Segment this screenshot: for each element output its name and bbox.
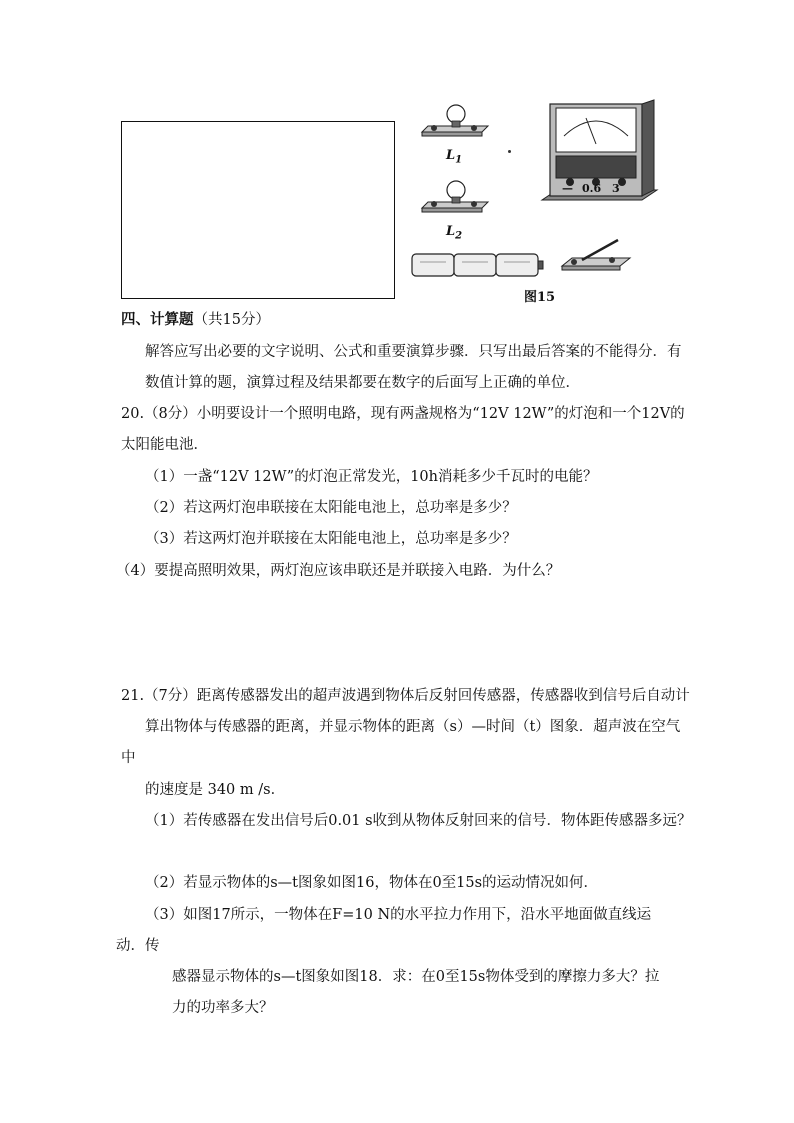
q21-stem-line-4: 的速度是 340 m /s．: [145, 782, 286, 798]
section-4-instruction-2: 数值计算的题，演算过程及结果都要在数字的后面写上正确的单位．: [145, 375, 580, 391]
q20-sub-2: （2）若这两灯泡串联接在太阳能电池上，总功率是多少？: [145, 500, 517, 516]
q21-stem-line-1: 21.（7分）距离传感器发出的超声波遇到物体后反射回传感器，传感器收到信号后自动计: [121, 688, 690, 704]
section-4-instruction-1: 解答应写出必要的文字说明、公式和重要演算步骤．只写出最后答案的不能得分．有: [145, 344, 682, 360]
stray-dot: [508, 150, 511, 153]
q21-sub-3-continued: 动．传: [116, 938, 160, 954]
section-4-heading: [121, 310, 270, 330]
q21-stem-line-2: 算出物体与传感器的距离，并显示物体的距离（s）—时间（t）图象．超声波在空气: [145, 719, 681, 735]
q20-sub-1: （1）一盏“12V 12W”的灯泡正常发光，10h消耗多少千瓦时的电能？: [145, 469, 598, 485]
q21-sub-2: （2）若显示物体的s—t图象如图16，物体在0至15s的运动情况如何．: [145, 875, 599, 891]
q21-sub-3-line-3: 力的功率多大？: [172, 1000, 274, 1016]
section-4-points: （共15分）: [193, 312, 270, 328]
q20-stem-line-1: 20.（8分）小明要设计一个照明电路，现有两盏规格为“12V 12W”的灯泡和一个12V的: [121, 406, 685, 422]
ammeter-terminal-0-6: 0.6: [582, 182, 602, 195]
q20-sub-3: （3）若这两灯泡并联接在太阳能电池上，总功率是多少？: [145, 531, 517, 547]
q20-stem-line-2: 太阳能电池．: [121, 437, 208, 453]
lamp-l2-icon: [418, 176, 488, 216]
ammeter-icon: [542, 100, 662, 212]
ammeter-terminal-neg: —: [562, 182, 573, 195]
lamp-l2-label: L: [446, 224, 456, 239]
switch-icon: [560, 236, 636, 272]
lamp-l2-subscript: 2: [455, 230, 463, 242]
section-4-title: 四、计算题: [121, 311, 194, 328]
answer-drawing-box: [121, 121, 395, 299]
q20-sub-4: （4）要提高照明效果，两灯泡应该串联还是并联接入电路．为什么？: [116, 563, 561, 579]
lamp-l1-subscript: 1: [455, 154, 463, 166]
figure-15-caption: 图15: [524, 290, 556, 305]
q21-stem-line-3: 中: [121, 750, 136, 766]
ammeter-terminal-3: 3: [612, 182, 620, 195]
q21-sub-3-line-2: 感器显示物体的s—t图象如图18．求：在0至15s物体受到的摩擦力多大？拉: [172, 969, 660, 985]
lamp-l1-label: L: [446, 148, 456, 163]
battery-pack-icon: [410, 250, 546, 280]
q21-sub-1: （1）若传感器在发出信号后0.01 s收到从物体反射回来的信号．物体距传感器多远？: [145, 813, 692, 829]
q21-sub-3: （3）如图17所示，一物体在F=10 N的水平拉力作用下，沿水平地面做直线运: [145, 907, 652, 923]
lamp-l1-icon: [418, 100, 488, 140]
